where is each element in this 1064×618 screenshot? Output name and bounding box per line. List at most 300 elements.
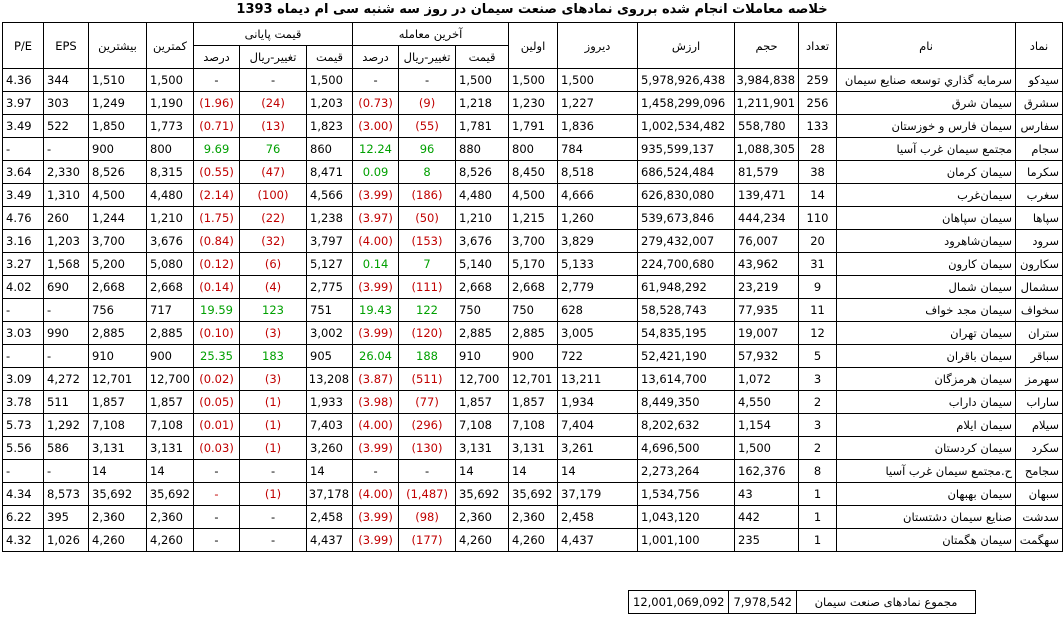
- cell-last-price: 1,781: [456, 115, 509, 138]
- cell-max: 35,692: [89, 483, 147, 506]
- cell-eps: 586: [44, 437, 89, 460]
- cell-final-percent: (0.12): [194, 253, 240, 276]
- cell-symbol: سرود: [1016, 230, 1063, 253]
- cell-first: 1,791: [509, 115, 558, 138]
- cell-count: 2: [799, 437, 837, 460]
- table-row: [3, 345, 1063, 368]
- cell-last-percent: (3.98): [353, 391, 399, 414]
- cell-value: 8,202,632: [638, 414, 735, 437]
- cell-last-change: (111): [399, 276, 456, 299]
- cell-value: 1,043,120: [638, 506, 735, 529]
- cell-name: سیمان فارس و خوزستان: [837, 115, 1016, 138]
- cell-max: 1,249: [89, 92, 147, 115]
- cell-min: 1,210: [147, 207, 194, 230]
- table-row: [3, 69, 1063, 92]
- header-name: نام: [837, 23, 1016, 69]
- cell-volume: 43: [735, 483, 799, 506]
- summary-value: 12,001,069,092: [629, 591, 729, 614]
- table-row: [3, 391, 1063, 414]
- cell-max: 2,360: [89, 506, 147, 529]
- cell-final-percent: (0.02): [194, 368, 240, 391]
- cell-count: 259: [799, 69, 837, 92]
- cell-count: 8: [799, 460, 837, 483]
- cell-pe: 4.34: [3, 483, 44, 506]
- cell-yesterday: 1,500: [558, 69, 638, 92]
- cell-yesterday: 7,404: [558, 414, 638, 437]
- cell-value: 61,948,292: [638, 276, 735, 299]
- cell-last-change: (153): [399, 230, 456, 253]
- cell-first: 1,500: [509, 69, 558, 92]
- trades-table: [2, 22, 1063, 552]
- cell-pe: -: [3, 138, 44, 161]
- cell-count: 1: [799, 529, 837, 552]
- cell-first: 2,885: [509, 322, 558, 345]
- cell-last-change: -: [399, 69, 456, 92]
- cell-yesterday: 628: [558, 299, 638, 322]
- cell-symbol: ستران: [1016, 322, 1063, 345]
- cell-final-price: 4,566: [307, 184, 353, 207]
- header-last-trade: آخرین معامله: [353, 23, 509, 46]
- header-value: ارزش: [638, 23, 735, 69]
- cell-yesterday: 1,227: [558, 92, 638, 115]
- table-row: [3, 230, 1063, 253]
- cell-min: 3,676: [147, 230, 194, 253]
- cell-volume: 4,550: [735, 391, 799, 414]
- cell-eps: 395: [44, 506, 89, 529]
- cell-symbol: سجام: [1016, 138, 1063, 161]
- cell-yesterday: 37,179: [558, 483, 638, 506]
- cell-last-price: 2,668: [456, 276, 509, 299]
- cell-count: 31: [799, 253, 837, 276]
- cell-final-change: (3): [240, 322, 307, 345]
- cell-value: 279,432,007: [638, 230, 735, 253]
- cell-eps: 260: [44, 207, 89, 230]
- cell-value: 5,978,926,438: [638, 69, 735, 92]
- cell-volume: 444,234: [735, 207, 799, 230]
- cell-last-change: (50): [399, 207, 456, 230]
- cell-eps: 1,292: [44, 414, 89, 437]
- cell-first: 800: [509, 138, 558, 161]
- cell-final-change: (22): [240, 207, 307, 230]
- cell-value: 626,830,080: [638, 184, 735, 207]
- cell-max: 2,885: [89, 322, 147, 345]
- cell-final-price: 3,797: [307, 230, 353, 253]
- cell-min: 4,480: [147, 184, 194, 207]
- header-final-price-value: قیمت: [307, 46, 353, 69]
- cell-final-percent: (0.14): [194, 276, 240, 299]
- cell-max: 4,260: [89, 529, 147, 552]
- cell-final-price: 1,823: [307, 115, 353, 138]
- cell-yesterday: 5,133: [558, 253, 638, 276]
- cell-final-percent: (0.71): [194, 115, 240, 138]
- summary-table: [628, 590, 976, 614]
- cell-last-percent: (3.99): [353, 276, 399, 299]
- cell-volume: 139,471: [735, 184, 799, 207]
- cell-last-change: (130): [399, 437, 456, 460]
- cell-eps: 522: [44, 115, 89, 138]
- cell-pe: -: [3, 345, 44, 368]
- cell-last-percent: -: [353, 69, 399, 92]
- cell-pe: 3.97: [3, 92, 44, 115]
- cell-final-percent: -: [194, 483, 240, 506]
- cell-symbol: سخواف: [1016, 299, 1063, 322]
- cell-final-price: 905: [307, 345, 353, 368]
- cell-count: 133: [799, 115, 837, 138]
- cell-yesterday: 3,005: [558, 322, 638, 345]
- table-row: [3, 115, 1063, 138]
- cell-eps: 1,310: [44, 184, 89, 207]
- cell-yesterday: 722: [558, 345, 638, 368]
- cell-first: 1,230: [509, 92, 558, 115]
- cell-name: سیمان‌شاهرود: [837, 230, 1016, 253]
- cell-count: 3: [799, 414, 837, 437]
- cell-symbol: سیلام: [1016, 414, 1063, 437]
- cell-volume: 81,579: [735, 161, 799, 184]
- cell-final-price: 37,178: [307, 483, 353, 506]
- cell-final-price: 1,933: [307, 391, 353, 414]
- cell-volume: 77,935: [735, 299, 799, 322]
- cell-min: 3,131: [147, 437, 194, 460]
- cell-first: 750: [509, 299, 558, 322]
- header-last-percent: درصد: [353, 46, 399, 69]
- cell-final-change: (4): [240, 276, 307, 299]
- cell-symbol: سیدکو: [1016, 69, 1063, 92]
- cell-name: سیمان کردستان: [837, 437, 1016, 460]
- cell-name: ح.مجتمع سیمان غرب آسیا: [837, 460, 1016, 483]
- cell-count: 5: [799, 345, 837, 368]
- cell-first: 2,360: [509, 506, 558, 529]
- cell-final-percent: (0.55): [194, 161, 240, 184]
- cell-last-change: (9): [399, 92, 456, 115]
- cell-min: 2,668: [147, 276, 194, 299]
- cell-final-price: 1,203: [307, 92, 353, 115]
- cell-min: 900: [147, 345, 194, 368]
- cell-max: 4,500: [89, 184, 147, 207]
- cell-name: سیمان سپاهان: [837, 207, 1016, 230]
- table-row: [3, 276, 1063, 299]
- cell-last-change: (120): [399, 322, 456, 345]
- cell-last-change: (511): [399, 368, 456, 391]
- cell-final-change: (100): [240, 184, 307, 207]
- cell-last-price: 2,360: [456, 506, 509, 529]
- cell-max: 5,200: [89, 253, 147, 276]
- header-final-change: تغییر-ریال: [240, 46, 307, 69]
- cell-value: 52,421,190: [638, 345, 735, 368]
- cell-final-price: 3,260: [307, 437, 353, 460]
- cell-last-change: (1,487): [399, 483, 456, 506]
- cell-last-percent: (3.99): [353, 529, 399, 552]
- cell-symbol: سپاها: [1016, 207, 1063, 230]
- cell-final-change: (1): [240, 483, 307, 506]
- cell-volume: 3,984,838: [735, 69, 799, 92]
- cell-last-price: 35,692: [456, 483, 509, 506]
- page-title: خلاصه معاملات انجام شده برروی نمادهای صنعت سیمان در روز سه شنبه سی ام دیماه 1393: [236, 2, 828, 17]
- cell-first: 3,700: [509, 230, 558, 253]
- cell-yesterday: 8,518: [558, 161, 638, 184]
- header-first: اولین: [509, 23, 558, 69]
- cell-last-percent: (3.99): [353, 506, 399, 529]
- cell-final-percent: 25.35: [194, 345, 240, 368]
- cell-final-change: (13): [240, 115, 307, 138]
- cell-value: 1,001,100: [638, 529, 735, 552]
- cell-count: 28: [799, 138, 837, 161]
- cell-value: 1,002,534,482: [638, 115, 735, 138]
- cell-max: 12,701: [89, 368, 147, 391]
- cell-yesterday: 14: [558, 460, 638, 483]
- cell-first: 14: [509, 460, 558, 483]
- cell-final-change: (32): [240, 230, 307, 253]
- cell-first: 8,450: [509, 161, 558, 184]
- cell-first: 4,260: [509, 529, 558, 552]
- cell-symbol: سکرد: [1016, 437, 1063, 460]
- header-eps: EPS: [44, 23, 89, 69]
- cell-last-price: 4,260: [456, 529, 509, 552]
- cell-last-price: 5,140: [456, 253, 509, 276]
- cell-final-percent: (2.14): [194, 184, 240, 207]
- cell-symbol: ساراب: [1016, 391, 1063, 414]
- cell-last-change: (77): [399, 391, 456, 414]
- cell-final-change: -: [240, 460, 307, 483]
- cell-min: 1,500: [147, 69, 194, 92]
- cell-last-percent: 19.43: [353, 299, 399, 322]
- cell-last-change: (296): [399, 414, 456, 437]
- cell-last-price: 1,500: [456, 69, 509, 92]
- cell-name: سیمان کارون: [837, 253, 1016, 276]
- cell-volume: 43,962: [735, 253, 799, 276]
- cell-final-price: 2,775: [307, 276, 353, 299]
- cell-name: سیمان مجد خواف: [837, 299, 1016, 322]
- cell-last-price: 2,885: [456, 322, 509, 345]
- cell-yesterday: 4,666: [558, 184, 638, 207]
- header-final-percent: درصد: [194, 46, 240, 69]
- table-row: [3, 529, 1063, 552]
- table-row: [3, 414, 1063, 437]
- cell-first: 2,668: [509, 276, 558, 299]
- header-symbol: نماد: [1016, 23, 1063, 69]
- cell-eps: 690: [44, 276, 89, 299]
- cell-yesterday: 1,836: [558, 115, 638, 138]
- cell-pe: 4.32: [3, 529, 44, 552]
- cell-yesterday: 2,458: [558, 506, 638, 529]
- cell-yesterday: 3,261: [558, 437, 638, 460]
- cell-yesterday: 2,779: [558, 276, 638, 299]
- cell-symbol: سشرق: [1016, 92, 1063, 115]
- summary-volume: 7,978,542: [729, 591, 797, 614]
- cell-count: 9: [799, 276, 837, 299]
- cell-yesterday: 784: [558, 138, 638, 161]
- cell-min: 5,080: [147, 253, 194, 276]
- cell-yesterday: 13,211: [558, 368, 638, 391]
- cell-symbol: سباقر: [1016, 345, 1063, 368]
- cell-name: سیمان ایلام: [837, 414, 1016, 437]
- cell-volume: 558,780: [735, 115, 799, 138]
- cell-final-change: 183: [240, 345, 307, 368]
- cell-eps: -: [44, 460, 89, 483]
- cell-min: 2,360: [147, 506, 194, 529]
- cell-last-percent: (4.00): [353, 230, 399, 253]
- cell-final-percent: (0.10): [194, 322, 240, 345]
- cell-pe: -: [3, 460, 44, 483]
- cell-final-price: 5,127: [307, 253, 353, 276]
- cell-volume: 1,088,305: [735, 138, 799, 161]
- cell-last-change: 7: [399, 253, 456, 276]
- cell-min: 717: [147, 299, 194, 322]
- cell-volume: 57,932: [735, 345, 799, 368]
- cell-eps: -: [44, 299, 89, 322]
- table-row: [3, 483, 1063, 506]
- cell-eps: 1,568: [44, 253, 89, 276]
- cell-final-percent: -: [194, 529, 240, 552]
- cell-final-change: (1): [240, 414, 307, 437]
- cell-max: 3,131: [89, 437, 147, 460]
- cell-count: 1: [799, 506, 837, 529]
- cell-final-change: (1): [240, 437, 307, 460]
- header-final-price: قیمت پایانی: [194, 23, 353, 46]
- cell-final-percent: (0.03): [194, 437, 240, 460]
- cell-value: 4,696,500: [638, 437, 735, 460]
- header-yesterday: دیروز: [558, 23, 638, 69]
- cell-name: مجتمع سیمان غرب آسیا: [837, 138, 1016, 161]
- cell-first: 1,857: [509, 391, 558, 414]
- cell-final-price: 1,500: [307, 69, 353, 92]
- cell-value: 1,458,299,096: [638, 92, 735, 115]
- cell-last-change: (186): [399, 184, 456, 207]
- cell-last-percent: (3.00): [353, 115, 399, 138]
- cell-last-percent: 12.24: [353, 138, 399, 161]
- cell-final-change: (3): [240, 368, 307, 391]
- cell-yesterday: 3,829: [558, 230, 638, 253]
- cell-max: 8,526: [89, 161, 147, 184]
- cell-eps: 8,573: [44, 483, 89, 506]
- cell-max: 1,850: [89, 115, 147, 138]
- cell-first: 1,215: [509, 207, 558, 230]
- cell-final-change: 76: [240, 138, 307, 161]
- cell-last-price: 1,857: [456, 391, 509, 414]
- cell-volume: 1,072: [735, 368, 799, 391]
- cell-first: 3,131: [509, 437, 558, 460]
- cell-max: 14: [89, 460, 147, 483]
- cell-count: 110: [799, 207, 837, 230]
- cell-pe: 3.16: [3, 230, 44, 253]
- cell-min: 800: [147, 138, 194, 161]
- cell-count: 38: [799, 161, 837, 184]
- cell-pe: 4.36: [3, 69, 44, 92]
- summary-row: [629, 591, 976, 614]
- cell-symbol: سدشت: [1016, 506, 1063, 529]
- cell-last-percent: (3.99): [353, 184, 399, 207]
- summary-label: مجموع نمادهای صنعت سیمان: [796, 591, 975, 614]
- table-row: [3, 322, 1063, 345]
- cell-eps: 4,272: [44, 368, 89, 391]
- cell-final-change: -: [240, 529, 307, 552]
- cell-min: 2,885: [147, 322, 194, 345]
- cell-symbol: سفارس: [1016, 115, 1063, 138]
- cell-last-price: 14: [456, 460, 509, 483]
- cell-value: 935,599,137: [638, 138, 735, 161]
- cell-min: 7,108: [147, 414, 194, 437]
- cell-final-price: 1,238: [307, 207, 353, 230]
- cell-last-price: 7,108: [456, 414, 509, 437]
- cell-eps: 990: [44, 322, 89, 345]
- cell-volume: 235: [735, 529, 799, 552]
- header-last-change: تغییر-ریال: [399, 46, 456, 69]
- cell-name: سرمايه گذاري توسعه صنايع سيمان: [837, 69, 1016, 92]
- header-last-price: قیمت: [456, 46, 509, 69]
- table-body: [3, 69, 1063, 552]
- table-row: [3, 506, 1063, 529]
- cell-last-percent: (3.99): [353, 437, 399, 460]
- cell-pe: 4.02: [3, 276, 44, 299]
- cell-last-price: 4,480: [456, 184, 509, 207]
- table-row: [3, 437, 1063, 460]
- cell-symbol: سکارون: [1016, 253, 1063, 276]
- cell-name: سیمان‌غرب: [837, 184, 1016, 207]
- table-row: [3, 207, 1063, 230]
- cell-pe: 3.09: [3, 368, 44, 391]
- cell-count: 1: [799, 483, 837, 506]
- cell-final-percent: 19.59: [194, 299, 240, 322]
- cell-volume: 1,500: [735, 437, 799, 460]
- cell-final-price: 13,208: [307, 368, 353, 391]
- cell-max: 910: [89, 345, 147, 368]
- cell-last-price: 880: [456, 138, 509, 161]
- cell-yesterday: 1,260: [558, 207, 638, 230]
- cell-name: سیمان بهبهان: [837, 483, 1016, 506]
- cell-last-percent: (4.00): [353, 414, 399, 437]
- cell-last-change: 188: [399, 345, 456, 368]
- cell-volume: 162,376: [735, 460, 799, 483]
- cell-pe: 3.78: [3, 391, 44, 414]
- cell-first: 12,701: [509, 368, 558, 391]
- table-row: [3, 138, 1063, 161]
- cell-eps: 2,330: [44, 161, 89, 184]
- cell-final-percent: (0.05): [194, 391, 240, 414]
- cell-min: 1,773: [147, 115, 194, 138]
- cell-name: سیمان شمال: [837, 276, 1016, 299]
- cell-pe: 3.49: [3, 184, 44, 207]
- cell-pe: 6.22: [3, 506, 44, 529]
- cell-eps: 1,203: [44, 230, 89, 253]
- cell-final-percent: 9.69: [194, 138, 240, 161]
- cell-pe: 3.49: [3, 115, 44, 138]
- table-row: [3, 253, 1063, 276]
- cell-last-percent: (3.99): [353, 322, 399, 345]
- cell-final-price: 751: [307, 299, 353, 322]
- cell-max: 7,108: [89, 414, 147, 437]
- cell-last-percent: (0.73): [353, 92, 399, 115]
- cell-last-price: 750: [456, 299, 509, 322]
- cell-last-percent: (3.97): [353, 207, 399, 230]
- cell-count: 20: [799, 230, 837, 253]
- cell-pe: 3.03: [3, 322, 44, 345]
- cell-last-price: 12,700: [456, 368, 509, 391]
- cell-volume: 23,219: [735, 276, 799, 299]
- cell-min: 8,315: [147, 161, 194, 184]
- cell-last-change: (55): [399, 115, 456, 138]
- cell-final-price: 860: [307, 138, 353, 161]
- cell-count: 11: [799, 299, 837, 322]
- cell-value: 2,273,264: [638, 460, 735, 483]
- cell-value: 13,614,700: [638, 368, 735, 391]
- cell-last-percent: 26.04: [353, 345, 399, 368]
- cell-eps: -: [44, 138, 89, 161]
- cell-name: سیمان هگمتان: [837, 529, 1016, 552]
- cell-last-percent: -: [353, 460, 399, 483]
- cell-final-change: (24): [240, 92, 307, 115]
- cell-final-change: (47): [240, 161, 307, 184]
- cell-min: 35,692: [147, 483, 194, 506]
- cell-symbol: سهگمت: [1016, 529, 1063, 552]
